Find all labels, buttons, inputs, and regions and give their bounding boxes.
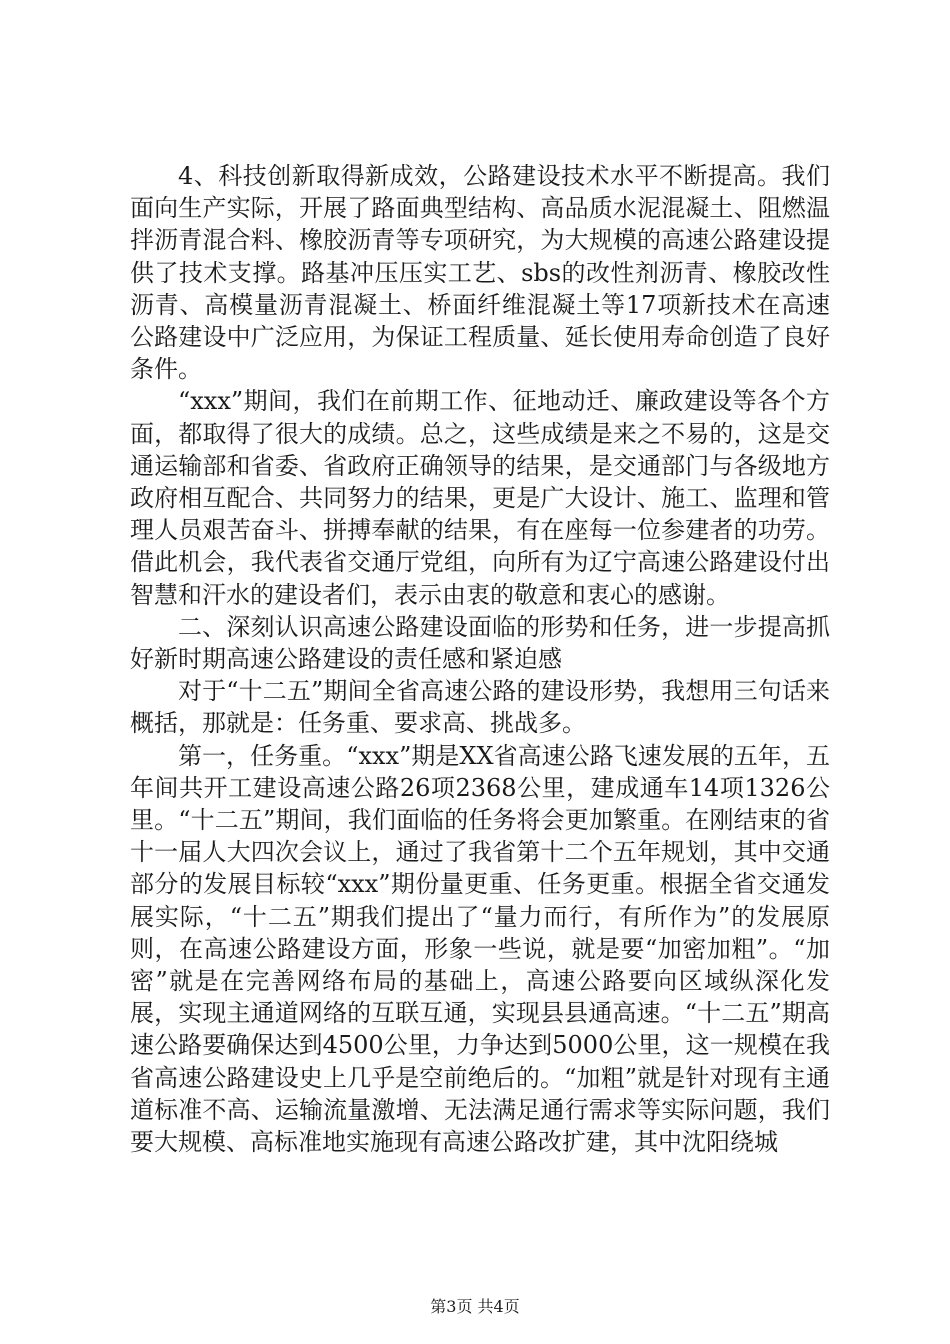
paragraph-tech-innovation: 4、科技创新取得新成效，公路建设技术水平不断提高。我们面向生产实际，开展了路面典型结构、高品质水泥混凝土、阻燃温拌沥青混合料、橡胶沥青等专项研究，为大规模的高速公路建设提供了技术支撑。路基冲压压实工艺、sbs的改性剂沥青、橡胶改性沥青、高模量沥青混凝土、桥面纤维混凝土等17项新技术在高速公路建设中广泛应用，为保证工程质量、延长使用寿命创造了良好条件。	[130, 162, 830, 384]
section-heading-two: 二、深刻认识高速公路建设面临的形势和任务，进一步提高抓好新时期高速公路建设的责任感和紧迫感	[130, 612, 830, 674]
paragraph-task-heavy: 第一，任务重。“xxx”期是XX省高速公路飞速发展的五年，五年间共开工建设高速公路26项2368公里，建成通车14项1326公里。“十二五”期间，我们面临的任务将会更加繁重。在刚结束的省十一届人大四次会议上，通过了我省第十二个五年规划，其中交通部分的发展目标较“xxx”期份量更重、任务更重。根据全省交通发展实际，“十二五”期我们提出了“量力而行，有所作为”的发展原则，在高速公路建设方面，形象一些说，就是要“加密加粗”。“加密”就是在完善网络布局的基础上，高速公路要向区域纵深化发展，实现主通道网络的互联互通，实现县县通高速。“十二五”期高速公路要确保达到4500公里，力争达到5000公里，这一规模在我省高速公路建设史上几乎是空前绝后的。“加粗”就是针对现有主通道标准不高、运输流量激增、无法满足通行需求等实际问题，我们要大规模、高标准地实施现有高速公路改扩建，其中沈阳绕城	[130, 741, 830, 1157]
document-body	[130, 160, 830, 1158]
paragraph-achievements: “xxx”期间，我们在前期工作、征地动迁、廉政建设等各个方面，都取得了很大的成绩。总之，这些成绩是来之不易的，这是交通运输部和省委、省政府正确领导的结果，是交通部门与各级地方政府相互配合、共同努力的结果，更是广大设计、施工、监理和管理人员艰苦奋斗、拼搏奉献的结果，有在座每一位参建者的功劳。借此机会，我代表省交通厅党组，向所有为辽宁高速公路建设付出智慧和汗水的建设者们，表示由衷的敬意和衷心的感谢。	[130, 387, 830, 609]
page-footer: 第3页 共4页	[430, 1297, 520, 1316]
paragraph-summary-situation: 对于“十二五”期间全省高速公路的建设形势，我想用三句话来概括，那就是：任务重、要求高、挑战多。	[130, 677, 830, 738]
